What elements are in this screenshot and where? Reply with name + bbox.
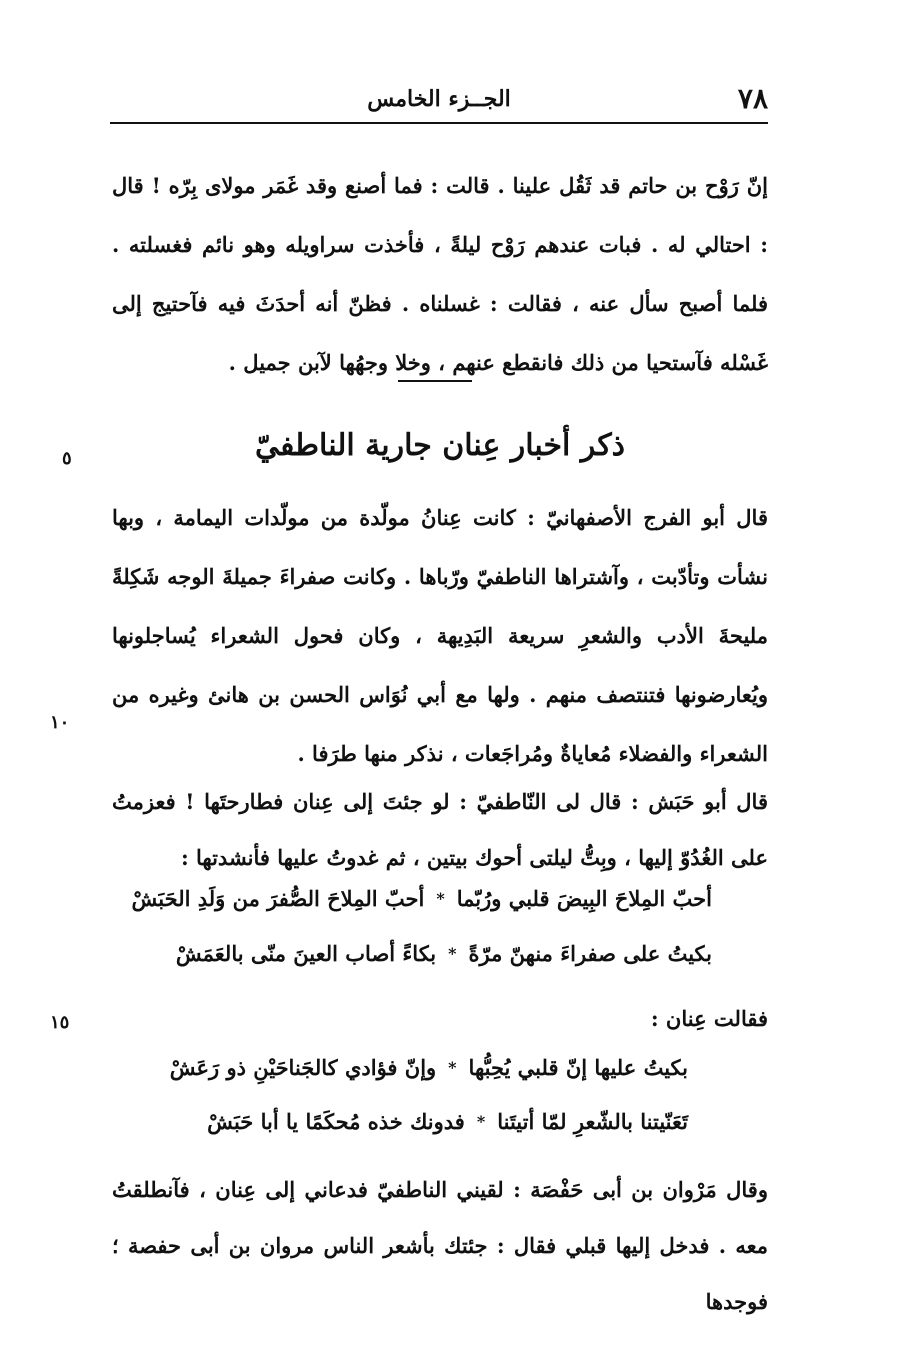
verse-hemistich-first: أحبّ المِلاحَ البِيضَ قلبي ورُبّما [456,886,712,911]
line-number-5: ٥ [62,448,72,469]
verse-hemistich-second: بكاءً أصاب العينَ منّى بالعَمَشْ [175,941,437,966]
running-head: الجــزء الخامس [367,86,511,112]
verse-hemistich-second: أحبّ المِلاحَ الصُّفرَ من وَلَدِ الحَبَشْ [131,886,425,911]
line-number-10: ١٠ [50,712,70,733]
paragraph-2: قال أبو الفرج الأصفهانيّ : كانت عِنانُ مولّدة من مولّدات اليمامة ، وبها نشأت وتأدّبت ، وآشتراها الناطفيّ ورّباها . وكانت صفراءَ جميلةَ الوجه شَكِلةً مليحةَ الأدب والشعرِ سريعة البَدِيهة ، وكان فحول الشعراء يُساجلونها ويُعارضونها فتنتصف منهم . ولها مع أبي نُوَاس الحسن بن هانئ وغيره من الشعراء والفضلاء مُعاياةٌ ومُراجَعات ، نذكر منها طرَفا . [112,505,768,766]
verse-line [207,1109,688,1134]
page-number: ٧٨ [737,82,768,115]
verse-line [132,886,712,911]
verse-separator: * [476,1112,486,1131]
verse-line [170,1055,688,1080]
verse-hemistich-second: وإنّ فؤادي كالجَناحَيْنِ ذو رَعَشْ [169,1055,437,1080]
paragraph-4: وقال مَرْوان بن أبى حَفْصَة : لقيني الناطفيّ فدعاني إلى عِنان ، فآنطلقتُ معه . فدخل إليها قبلي فقال : جئتك بأشعر الناس مروان بن أبى حفصة ؛ فوجدها [112,1177,768,1314]
section-title: ذكر أخبار عِنان جارية الناطفيّ [255,428,625,463]
paragraph-3: قال أبو حَبَش : قال لى النّاطفيّ : لو جئتَ إلى عِنان فطارحتَها ! فعزمتُ على الغُدُوّ إليها ، وبِتُّ ليلتى أحوك بيتين ، ثم غدوتُ عليها فأنشدتها : [112,789,768,870]
verse-hemistich-first: بكيتُ على صفراءَ منهنّ مرّةً [468,941,712,966]
verse-hemistich-first: تَعَنّيتنا بالشّعرِ لمّا أتيتَنا [497,1109,688,1134]
verse-separator: * [448,944,457,963]
paragraph-1: إنّ رَوْح بن حاتم قد ثَقُل علينا . قالت : فما أصنع وقد غَمَر مولاى بِرّه ! قال : احتالي له . فبات عندهم رَوْح ليلةً ، فأخذت سراويله وهو نائم فغسلته . فلما أصبح سأل عنه ، فقالت : غسلناه . فظنّ أنه أحدَثَ فيه فآحتيج إلى غَسْله فآستحيا من ذلك فانقطع عنهم ، وخلا وجهُها لآبن جميل . [112,173,768,375]
page-header [110,78,768,124]
intro-line: فقالت عِنان : [650,1006,768,1031]
verse-separator: * [436,889,445,908]
verse-hemistich-first: بكيتُ عليها إنّ قلبي يُحِبُّها [468,1055,688,1080]
section-divider [398,380,472,382]
verse-line [176,941,712,966]
verse-separator: * [448,1058,457,1077]
line-number-15: ١٥ [50,1012,70,1033]
verse-hemistich-second: فدونك خذه مُحكَمًا يا أبا حَبَشْ [207,1109,465,1134]
